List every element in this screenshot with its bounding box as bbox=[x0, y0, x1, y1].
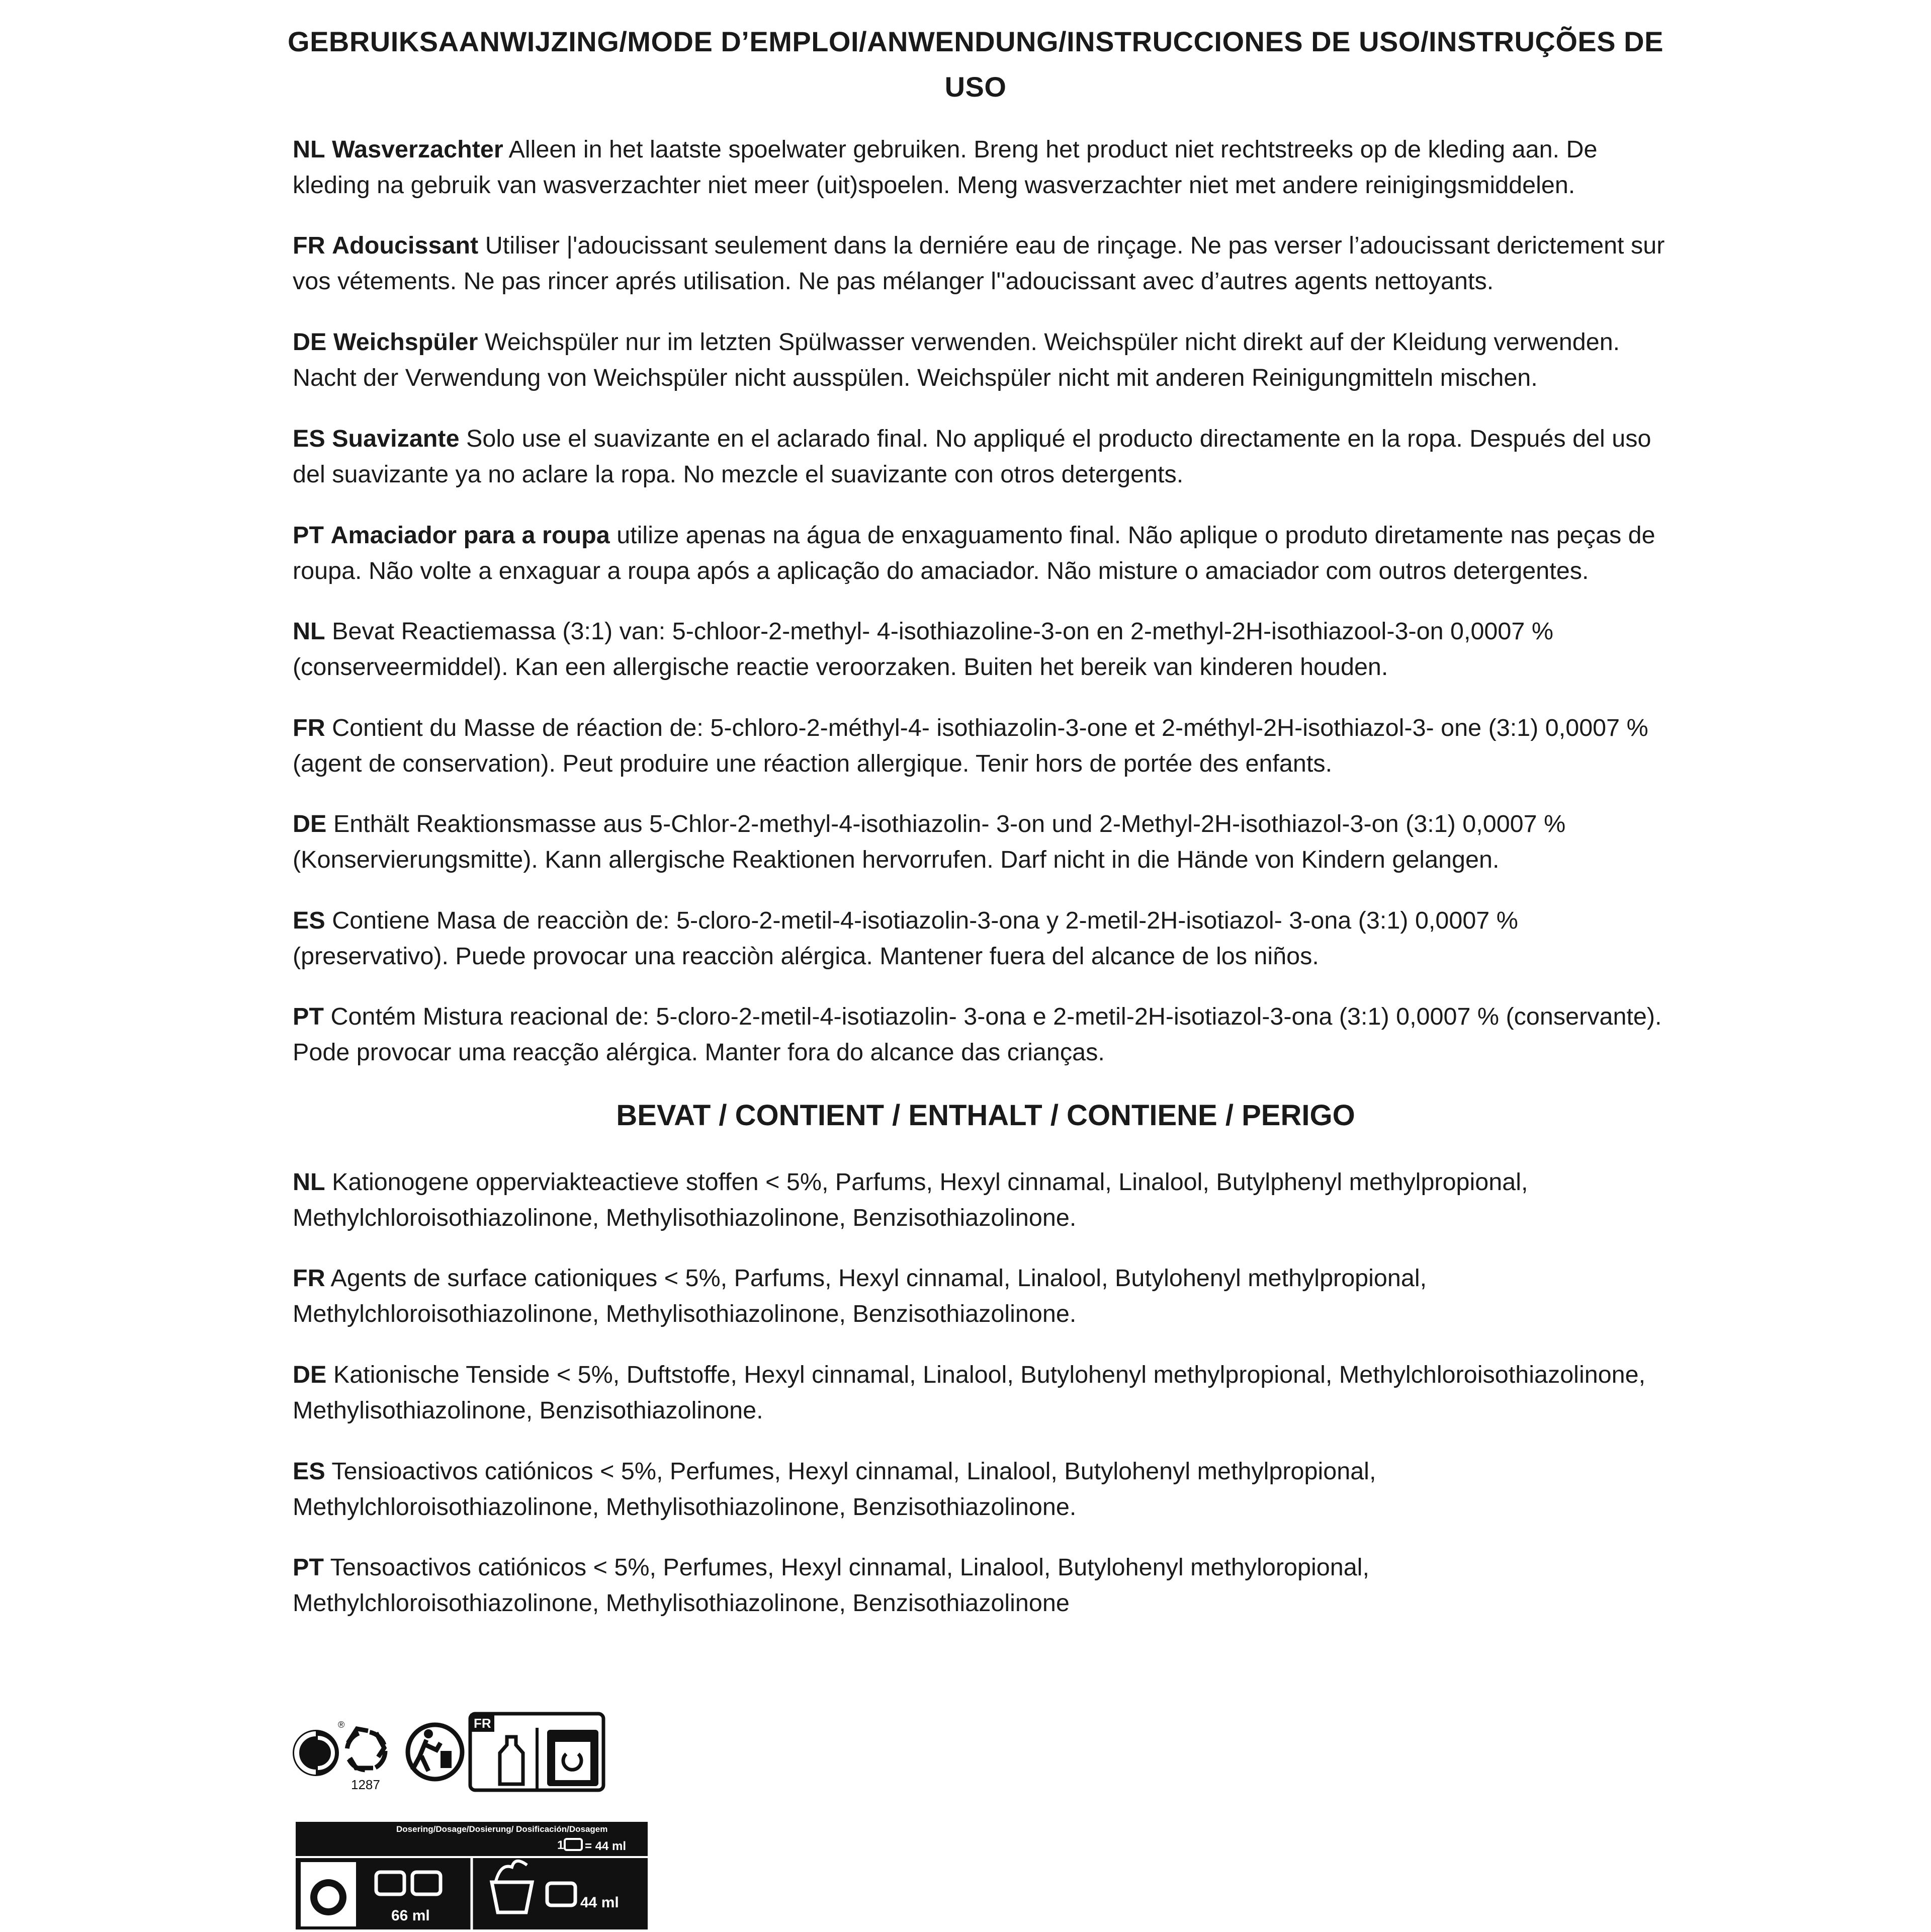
product-name: Amaciador para a roupa bbox=[330, 522, 610, 549]
recycle-arrows-icon bbox=[347, 1729, 385, 1770]
svg-text:®: ® bbox=[338, 1720, 345, 1730]
warning-paragraph bbox=[293, 806, 1681, 878]
usage-paragraph bbox=[293, 228, 1681, 299]
lang-code: PT bbox=[293, 1003, 324, 1030]
product-name: Suavizante bbox=[332, 425, 460, 452]
washing-machine-icon bbox=[301, 1862, 356, 1926]
lang-code: DE bbox=[293, 810, 327, 837]
warning-paragraph bbox=[293, 614, 1681, 685]
lang-code: NL bbox=[293, 618, 325, 645]
lang-code: ES bbox=[293, 907, 325, 934]
warning-text: Enthält Reaktionsmasse aus 5-Chlor-2-methyl-4-isothiazolin- 3-on und 2-Methyl-2H-isothiazol-3-on (3:1) 0,0007 % (Konservierungsmitte). Kann allergische Reaktionen hervorrufen. Darf nicht in die Hände von Kindern gelangen. bbox=[293, 810, 1566, 873]
triman-badge-label: FR bbox=[474, 1716, 491, 1731]
ingredients-paragraph bbox=[293, 1357, 1681, 1429]
machine-amount: 66 ml bbox=[391, 1907, 430, 1924]
usage-text: Alleen in het laatste spoelwater gebruiken. Breng het product niet rechtstreeks op de kleding aan. De kleding na gebruik van wasverzachter niet meer (uit)spoelen. Meng wasverzachter niet met andere reinigingsmiddelen. bbox=[293, 136, 1598, 199]
green-dot-icon bbox=[293, 1720, 344, 1776]
lang-code: DE bbox=[293, 328, 327, 356]
lang-code: NL bbox=[293, 1168, 325, 1196]
warning-text: Bevat Reactiemassa (3:1) van: 5-chloor-2-methyl- 4-isothiazoline-3-on en 2-methyl-2H-isothiazool-3-on 0,0007 % (conserveermiddel). Kan een allergische reactie veroorzaken. Buiten het bereik van kinderen houden. bbox=[293, 618, 1553, 681]
warning-paragraph bbox=[293, 999, 1681, 1070]
warning-paragraph bbox=[293, 710, 1681, 782]
warning-text: Contém Mistura reacional de: 5-cloro-2-metil-4-isotiazolin- 3-ona e 2-metil-2H-isotiazol-3-ona (3:1) 0,0007 % (conservante). Pode provocar uma reacção alérgica. Manter fora do alcance das crianças. bbox=[293, 1003, 1662, 1066]
ingredients-paragraph bbox=[293, 1164, 1681, 1236]
ingredients-text: Kationische Tenside < 5%, Duftstoffe, Hexyl cinnamal, Linalool, Butylohenyl methylpropional, Methylchloroisothiazolinone, Methylisothiazolinone, Benzisothiazolinone. bbox=[293, 1361, 1646, 1424]
tidyman-icon bbox=[408, 1725, 462, 1779]
usage-text: Utiliser |'adoucissant seulement dans la derniére eau de rinçage. Ne pas verser l’adoucissant derictement sur vos vétements. Ne pas rincer aprés utilisation. Ne pas mélanger l''adoucissant avec d’autres agents nettoyants. bbox=[293, 232, 1665, 295]
bottle-icon bbox=[500, 1737, 523, 1784]
lang-code: ES bbox=[293, 1458, 325, 1485]
lang-code: ES bbox=[293, 425, 325, 452]
cap-count: 1 bbox=[557, 1838, 564, 1852]
usage-paragraph bbox=[293, 518, 1681, 589]
product-name: Wasverzachter bbox=[332, 136, 503, 163]
lang-code: FR bbox=[293, 714, 325, 741]
usage-paragraph bbox=[293, 324, 1681, 396]
recycle-code: 1287 bbox=[351, 1777, 380, 1792]
usage-paragraph bbox=[293, 132, 1681, 203]
dosage-panel bbox=[296, 1822, 648, 1929]
warning-text: Contiene Masa de reacciòn de: 5-cloro-2-metil-4-isotiazolin-3-ona y 2-metil-2H-isotiazol- 3-ona (3:1) 0,0007 % (preservativo). Puede provocar una reacciòn alérgica. Mantener fuera del alcance de los niños. bbox=[293, 907, 1518, 970]
recycle-bin-icon bbox=[547, 1730, 598, 1786]
usage-paragraph bbox=[293, 421, 1681, 492]
recycling-icons bbox=[292, 1708, 619, 1798]
ingredients-text: Tensioactivos catiónicos < 5%, Perfumes, Hexyl cinnamal, Linalool, Butylohenyl methylpropional, Methylchloroisothiazolinone, Methylisothiazolinone, Benzisothiazolinone. bbox=[293, 1458, 1376, 1521]
page-title: GEBRUIKSAANWIJZING/MODE D’EMPLOI/ANWENDUNG/INSTRUCCIONES DE USO/INSTRUÇÕES DE USO bbox=[288, 26, 1663, 103]
product-name: Adoucissant bbox=[332, 232, 479, 259]
usage-text: utilize apenas na água de enxaguamento final. Não aplique o produto diretamente nas peças de roupa. Não volte a enxaguar a roupa após a aplicação do amaciador. Não misture o amaciador com outros detergentes. bbox=[293, 522, 1655, 584]
ingredients-paragraph bbox=[293, 1550, 1681, 1621]
dosage-header: Dosering/Dosage/Dosierung/ Dosificación/Dosagem bbox=[396, 1824, 608, 1834]
ingredients-paragraph bbox=[293, 1261, 1681, 1332]
ingredients-text: Tensoactivos catiónicos < 5%, Perfumes, Hexyl cinnamal, Linalool, Butylohenyl methyloropional, Methylchloroisothiazolinone, Methylisothiazolinone, Benzisothiazolinone bbox=[293, 1554, 1369, 1617]
warning-paragraph bbox=[293, 903, 1681, 974]
ingredients-text: Kationogene opperviakteactieve stoffen < 5%, Parfums, Hexyl cinnamal, Linalool, Butylphenyl methylpropional, Methylchloroisothiazolinone, Methylisothiazolinone, Benzisothiazolinone. bbox=[293, 1168, 1528, 1231]
warning-text: Contient du Masse de réaction de: 5-chloro-2-méthyl-4- isothiazolin-3-one et 2-méthyl-2H-isothiazol-3- one (3:1) 0,0007 % (agent de conservation). Peut produire une réaction allergique. Tenir hors de portée des enfants. bbox=[293, 714, 1648, 777]
ingredients-text: Agents de surface cationiques < 5%, Parfums, Hexyl cinnamal, Linalool, Butylohenyl methylpropional, Methylchloroisothiazolinone, Methylisothiazolinone, Benzisothiazolinone. bbox=[293, 1265, 1427, 1327]
contains-heading: BEVAT / CONTIENT / ENTHALT / CONTIENE / PERIGO bbox=[616, 1099, 1355, 1132]
cap-value: = 44 ml bbox=[585, 1839, 627, 1853]
product-name: Weichspüler bbox=[333, 328, 478, 356]
lang-code: PT bbox=[293, 1554, 324, 1581]
ingredients-paragraph bbox=[293, 1454, 1681, 1525]
usage-text: Weichspüler nur im letzten Spülwasser verwenden. Weichspüler nicht direkt auf der Kleidung verwenden. Nacht der Verwendung von Weichspüler nicht ausspülen. Weichspüler nicht mit anderen Reinigungmitteln mischen. bbox=[293, 328, 1620, 391]
lang-code: PT bbox=[293, 522, 324, 549]
lang-code: FR bbox=[293, 232, 325, 259]
usage-text: Solo use el suavizante en el aclarado final. No appliqué el producto directamente en la ropa. Después del uso del suavizante ya no aclare la ropa. No mezcle el suavizante con otros detergents. bbox=[293, 425, 1651, 488]
triman-frame bbox=[470, 1714, 603, 1790]
handwash-amount: 44 ml bbox=[580, 1894, 619, 1911]
lang-code: FR bbox=[293, 1265, 325, 1292]
lang-code: NL bbox=[293, 136, 325, 163]
lang-code: DE bbox=[293, 1361, 327, 1388]
